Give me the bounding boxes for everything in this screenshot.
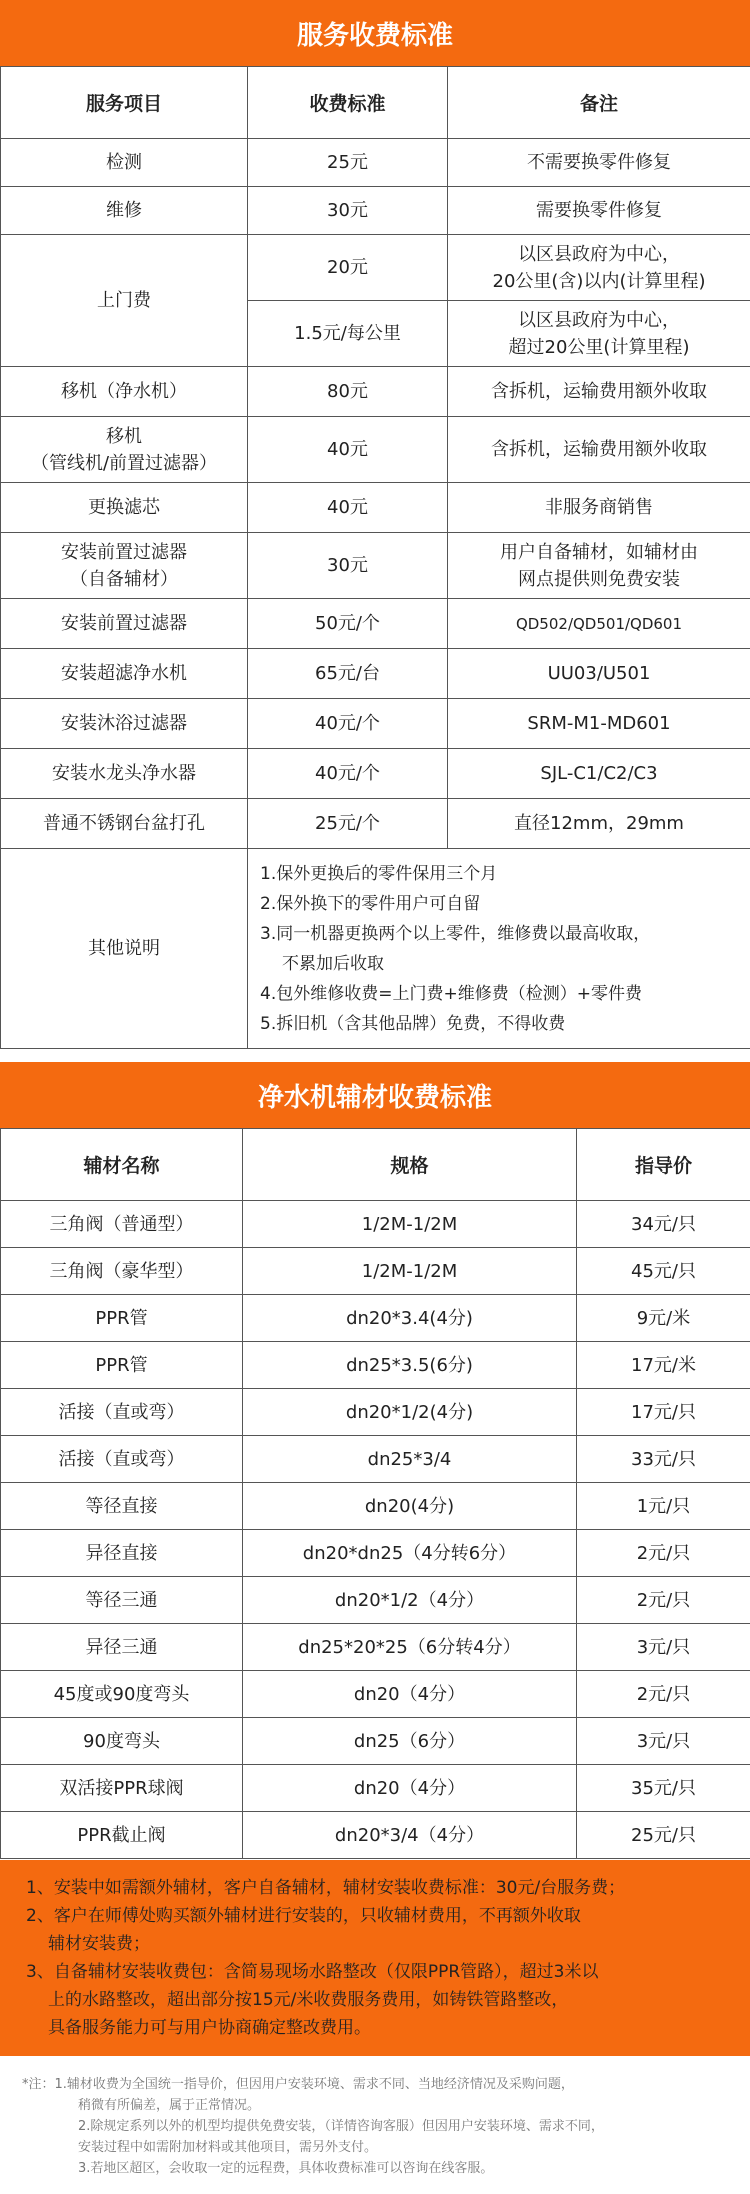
header-cell: 收费标准 xyxy=(248,67,448,139)
item-cell: 上门费 xyxy=(1,235,248,367)
section1-banner xyxy=(0,0,750,66)
price-cell: 3元/只 xyxy=(577,1718,750,1765)
item-cell: 普通不锈钢台盆打孔 xyxy=(1,799,248,849)
footer-note-line: 2.除规定系列以外的机型均提供免费安装，（详情咨询客服）但因用户安装环境、需求不同， xyxy=(78,2119,604,2134)
item-cell: 安装前置过滤器 xyxy=(1,599,248,649)
price-cell: 33元/只 xyxy=(577,1436,750,1483)
item-cell: 安装水龙头净水器 xyxy=(1,749,248,799)
price-cell: 9元/米 xyxy=(577,1295,750,1342)
table-header-row xyxy=(1,1129,750,1201)
name-cell: 三角阀（普通型） xyxy=(1,1201,243,1248)
table-row xyxy=(1,367,750,417)
section2-banner xyxy=(0,1062,750,1128)
table-row xyxy=(1,483,750,533)
note-cell: UU03/U501 xyxy=(448,649,750,699)
materials-fee-table xyxy=(0,1128,750,1859)
service-fee-table xyxy=(0,66,750,1049)
name-cell: PPR管 xyxy=(1,1295,243,1342)
installation-note-line: 2、客户在师傅处购买额外辅材进行安装的，只收辅材费用，不再额外收取 xyxy=(26,1906,581,1926)
name-cell: 90度弯头 xyxy=(1,1718,243,1765)
spec-cell: dn20(4分) xyxy=(243,1483,577,1530)
note-cell: 含拆机，运输费用额外收取 xyxy=(448,417,750,483)
table-row xyxy=(1,1389,750,1436)
other-notes-cell xyxy=(248,849,750,1049)
item-cell: 安装沐浴过滤器 xyxy=(1,699,248,749)
table-row xyxy=(1,187,750,235)
other-note-line: 4.包外维修收费=上门费+维修费（检测）+零件费 xyxy=(260,983,642,1004)
footer-note-line: 安装过程中如需附加材料或其他项目，需另外支付。 xyxy=(78,2140,378,2155)
table-row xyxy=(1,1248,750,1295)
note-cell: 非服务商销售 xyxy=(448,483,750,533)
fee-cell: 40元 xyxy=(248,417,448,483)
item-cell: 安装前置过滤器 （自备辅材） xyxy=(1,533,248,599)
item-cell: 安装超滤净水机 xyxy=(1,649,248,699)
price-cell: 17元/米 xyxy=(577,1342,750,1389)
table-header-row xyxy=(1,67,750,139)
note-cell: SRM-M1-MD601 xyxy=(448,699,750,749)
note-cell: 以区县政府为中心， 超过20公里(计算里程) xyxy=(448,301,750,367)
footer-disclaimer xyxy=(0,2056,750,2194)
table-row xyxy=(1,699,750,749)
table-row xyxy=(1,799,750,849)
installation-note-line: 1、安装中如需额外辅材，客户自备辅材，辅材安装收费标准：30元/台服务费； xyxy=(26,1878,626,1898)
price-cell: 34元/只 xyxy=(577,1201,750,1248)
other-note-line: 5.拆旧机（含其他品牌）免费，不得收费 xyxy=(260,1013,566,1034)
price-cell: 1元/只 xyxy=(577,1483,750,1530)
header-cell: 指导价 xyxy=(577,1129,750,1201)
fee-cell: 30元 xyxy=(248,533,448,599)
fee-cell: 65元/台 xyxy=(248,649,448,699)
spec-cell: dn20*3.4(4分) xyxy=(243,1295,577,1342)
footer-note-line: *注：1.辅材收费为全国统一指导价，但因用户安装环境、需求不同、当地经济情况及采购问题， xyxy=(22,2077,574,2092)
spec-cell: dn20（4分） xyxy=(243,1671,577,1718)
other-label-cell: 其他说明 xyxy=(1,849,248,1049)
item-cell: 更换滤芯 xyxy=(1,483,248,533)
note-cell: 不需要换零件修复 xyxy=(448,139,750,187)
other-note-line: 不累加后收取 xyxy=(282,953,384,974)
table-row xyxy=(1,417,750,483)
name-cell: 活接（直或弯） xyxy=(1,1436,243,1483)
section1-title: 服务收费标准 xyxy=(296,20,453,51)
table-row xyxy=(1,1577,750,1624)
table-row xyxy=(1,533,750,599)
price-cell: 3元/只 xyxy=(577,1624,750,1671)
spec-cell: dn25（6分） xyxy=(243,1718,577,1765)
fee-cell: 25元 xyxy=(248,139,448,187)
installation-note-line: 上的水路整改，超出部分按15元/米收费服务费用，如铸铁管路整改， xyxy=(48,1990,569,2010)
other-note-line: 3.同一机器更换两个以上零件，维修费以最高收取， xyxy=(260,923,651,944)
table-row xyxy=(1,1624,750,1671)
table-row xyxy=(1,599,750,649)
footer-note-line: 稍微有所偏差，属于正常情况。 xyxy=(78,2098,261,2113)
spec-cell: dn20*1/2（4分） xyxy=(243,1577,577,1624)
item-cell: 移机（净水机） xyxy=(1,367,248,417)
price-cell: 45元/只 xyxy=(577,1248,750,1295)
spec-cell: 1/2M-1/2M xyxy=(243,1248,577,1295)
fee-cell: 1.5元/每公里 xyxy=(248,301,448,367)
table-row xyxy=(1,1295,750,1342)
price-cell: 2元/只 xyxy=(577,1671,750,1718)
table-row xyxy=(1,1718,750,1765)
spec-cell: dn25*3.5(6分) xyxy=(243,1342,577,1389)
spec-cell: dn25*20*25（6分转4分） xyxy=(243,1624,577,1671)
name-cell: 等径三通 xyxy=(1,1577,243,1624)
table-row xyxy=(1,1483,750,1530)
name-cell: 45度或90度弯头 xyxy=(1,1671,243,1718)
header-cell: 规格 xyxy=(243,1129,577,1201)
name-cell: 异径直接 xyxy=(1,1530,243,1577)
table-row xyxy=(1,1436,750,1483)
footer-note-line: 3.若地区超区，会收取一定的远程费，具体收费标准可以咨询在线客服。 xyxy=(78,2161,494,2176)
table-row xyxy=(1,139,750,187)
fee-cell: 40元/个 xyxy=(248,699,448,749)
name-cell: 双活接PPR球阀 xyxy=(1,1765,243,1812)
table-row xyxy=(1,1201,750,1248)
table-row xyxy=(1,849,750,1049)
name-cell: 异径三通 xyxy=(1,1624,243,1671)
note-cell: QD502/QD501/QD601 xyxy=(448,599,750,649)
note-cell: 以区县政府为中心， 20公里(含)以内(计算里程) xyxy=(448,235,750,301)
price-cell: 17元/只 xyxy=(577,1389,750,1436)
fee-cell: 20元 xyxy=(248,235,448,301)
item-cell: 维修 xyxy=(1,187,248,235)
header-cell: 辅材名称 xyxy=(1,1129,243,1201)
note-cell: 直径12mm，29mm xyxy=(448,799,750,849)
spec-cell: 1/2M-1/2M xyxy=(243,1201,577,1248)
table-row xyxy=(1,235,750,301)
name-cell: PPR管 xyxy=(1,1342,243,1389)
name-cell: 活接（直或弯） xyxy=(1,1389,243,1436)
table-row xyxy=(1,649,750,699)
price-cell: 2元/只 xyxy=(577,1577,750,1624)
name-cell: PPR截止阀 xyxy=(1,1812,243,1859)
installation-note-line: 3、自备辅材安装收费包：含简易现场水路整改（仅限PPR管路），超过3米以 xyxy=(26,1962,599,1982)
price-cell: 25元/只 xyxy=(577,1812,750,1859)
other-note-line: 2.保外换下的零件用户可自留 xyxy=(260,893,481,914)
table-row xyxy=(1,1671,750,1718)
table-row xyxy=(1,1812,750,1859)
spec-cell: dn20*3/4（4分） xyxy=(243,1812,577,1859)
fee-cell: 50元/个 xyxy=(248,599,448,649)
spec-cell: dn20（4分） xyxy=(243,1765,577,1812)
price-cell: 35元/只 xyxy=(577,1765,750,1812)
table-row xyxy=(1,1765,750,1812)
note-cell: 含拆机，运输费用额外收取 xyxy=(448,367,750,417)
fee-cell: 40元 xyxy=(248,483,448,533)
table-row xyxy=(1,1530,750,1577)
installation-notes xyxy=(0,1860,750,2056)
installation-note-line: 辅材安装费； xyxy=(48,1934,150,1954)
table-row xyxy=(1,749,750,799)
note-cell: 用户自备辅材，如辅材由 网点提供则免费安装 xyxy=(448,533,750,599)
fee-cell: 25元/个 xyxy=(248,799,448,849)
item-cell: 检测 xyxy=(1,139,248,187)
item-cell: 移机 （管线机/前置过滤器） xyxy=(1,417,248,483)
table-row xyxy=(1,1342,750,1389)
note-cell: 需要换零件修复 xyxy=(448,187,750,235)
price-cell: 2元/只 xyxy=(577,1530,750,1577)
header-cell: 服务项目 xyxy=(1,67,248,139)
other-note-line: 1.保外更换后的零件保用三个月 xyxy=(260,863,498,884)
name-cell: 等径直接 xyxy=(1,1483,243,1530)
section2-title: 净水机辅材收费标准 xyxy=(257,1082,492,1113)
spec-cell: dn25*3/4 xyxy=(243,1436,577,1483)
note-cell: SJL-C1/C2/C3 xyxy=(448,749,750,799)
name-cell: 三角阀（豪华型） xyxy=(1,1248,243,1295)
spec-cell: dn20*dn25（4分转6分） xyxy=(243,1530,577,1577)
spec-cell: dn20*1/2(4分) xyxy=(243,1389,577,1436)
fee-cell: 30元 xyxy=(248,187,448,235)
fee-cell: 80元 xyxy=(248,367,448,417)
installation-note-line: 具备服务能力可与用户协商确定整改费用。 xyxy=(48,2018,371,2038)
header-cell: 备注 xyxy=(448,67,750,139)
fee-cell: 40元/个 xyxy=(248,749,448,799)
